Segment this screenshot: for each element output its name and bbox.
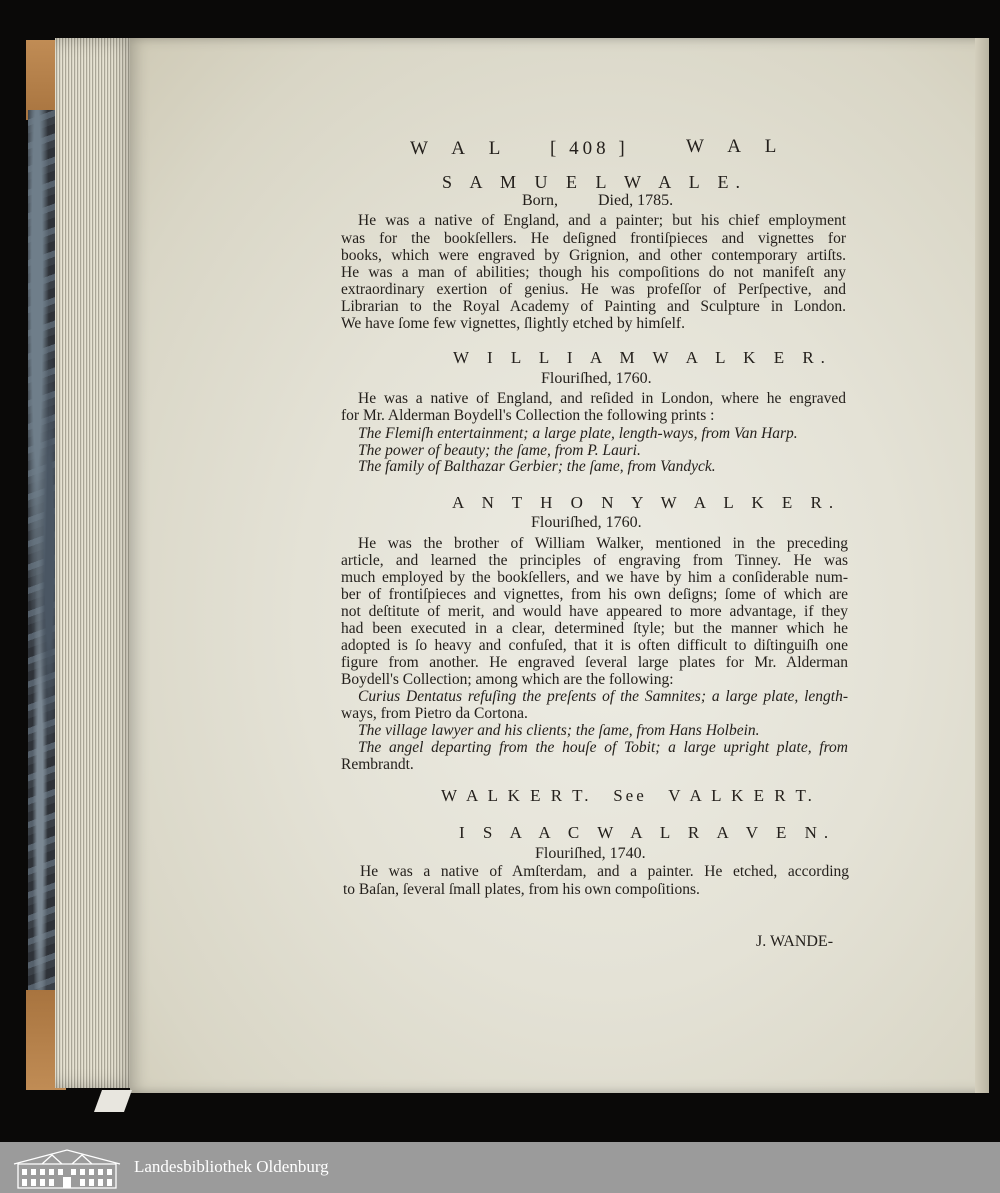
body-line: We have ſome few vignettes, ſlightly etched by himſelf.	[341, 315, 685, 332]
entry-dates: Born, Died, 1785.	[522, 192, 674, 209]
body-line: He was a native of Amſterdam, and a painter. He etched, according	[360, 863, 849, 880]
bookmark-ribbon	[94, 1090, 132, 1112]
library-name[interactable]: Landesbibliothek Oldenburg	[134, 1157, 329, 1176]
body-line: extraordinary exertion of genius. He was profeſſor of Perſpective, and	[341, 281, 846, 298]
entry-title: I S A A C W A L R A V E N.	[459, 823, 836, 842]
entry-title: A N T H O N Y W A L K E R.	[452, 493, 841, 512]
body-line: article, and learned the principles of engraving from Tinney. He was	[341, 552, 848, 569]
entry-dates: Flouriſhed, 1760.	[531, 514, 642, 531]
body-line: had been executed in a clear, determined ſtyle; but the manner which he	[341, 620, 848, 637]
page-number: [ 408 ]	[550, 138, 629, 159]
body-line: Librarian to the Royal Academy of Painting and Sculpture in London.	[341, 298, 846, 315]
header-right: W A L	[686, 136, 787, 157]
body-line: ways, from Pietro da Cortona.	[341, 705, 528, 722]
body-line: Boydell's Collection; among which are the following:	[341, 671, 674, 688]
page-gutter	[975, 38, 989, 1093]
entry-dates: Flouriſhed, 1740.	[535, 845, 646, 862]
body-line: was for the bookſellers. He deſigned frontiſpieces and vignettes for	[341, 230, 846, 247]
body-line: He was the brother of William Walker, mentioned in the preceding	[358, 535, 848, 552]
body-line: ber of frontiſpieces and vignettes, from his own deſigns; ſome of which are	[341, 586, 848, 603]
body-line: He was a man of abilities; though his compoſitions do not manifeſt any	[341, 264, 846, 281]
library-footer	[0, 1142, 1000, 1193]
print-title: The Flemiſh entertainment; a large plate, length-ways, from Van Harp.	[358, 425, 798, 442]
body-line: figure from another. He engraved ſeveral large plates for Mr. Alderman	[341, 654, 848, 671]
header-left: W A L	[410, 138, 511, 159]
print-title: Curius Dentatus refuſing the preſents of the Samnites; a large plate, length-	[358, 688, 848, 705]
body-line: Rembrandt.	[341, 756, 414, 773]
print-title: The family of Balthazar Gerbier; the ſame, from Vandyck.	[358, 458, 716, 475]
catchword: J. WANDE-	[756, 933, 834, 950]
body-line: much employed by the bookſellers, and we have by him a conſiderable num-	[341, 569, 848, 586]
library-building-logo-icon	[12, 1146, 122, 1190]
marbled-board	[28, 110, 58, 990]
body-line: adopted is ſo heavy and confuſed, that it is often difficult to diſtinguiſh one	[341, 637, 848, 654]
body-line: for Mr. Alderman Boydell's Collection the following prints :	[341, 407, 715, 424]
cross-reference: W A L K E R T. See V A L K E R T.	[441, 786, 815, 805]
body-line: books, which were engraved by Grignion, and other contemporary artiſts.	[341, 247, 846, 264]
print-title: The village lawyer and his clients; the ſame, from Hans Holbein.	[358, 722, 760, 739]
body-line: not deſtitute of merit, and would have appeared to more advantage, if they	[341, 603, 848, 620]
print-title: The power of beauty; the ſame, from P. Lauri.	[358, 442, 641, 459]
entry-title: W I L L I A M W A L K E R.	[453, 348, 832, 367]
body-line: to Baſan, ſeveral ſmall plates, from his own compoſitions.	[343, 881, 700, 898]
print-title: The angel departing from the houſe of Tobit; a large upright plate, from	[358, 739, 848, 756]
body-line: He was a native of England, and a painter; but his chief employment	[358, 212, 846, 229]
body-line: He was a native of England, and reſided in London, where he engraved	[358, 390, 846, 407]
page-edges	[55, 38, 140, 1088]
entry-dates: Flouriſhed, 1760.	[541, 370, 652, 387]
entry-title: S A M U E L W A L E.	[442, 172, 748, 192]
